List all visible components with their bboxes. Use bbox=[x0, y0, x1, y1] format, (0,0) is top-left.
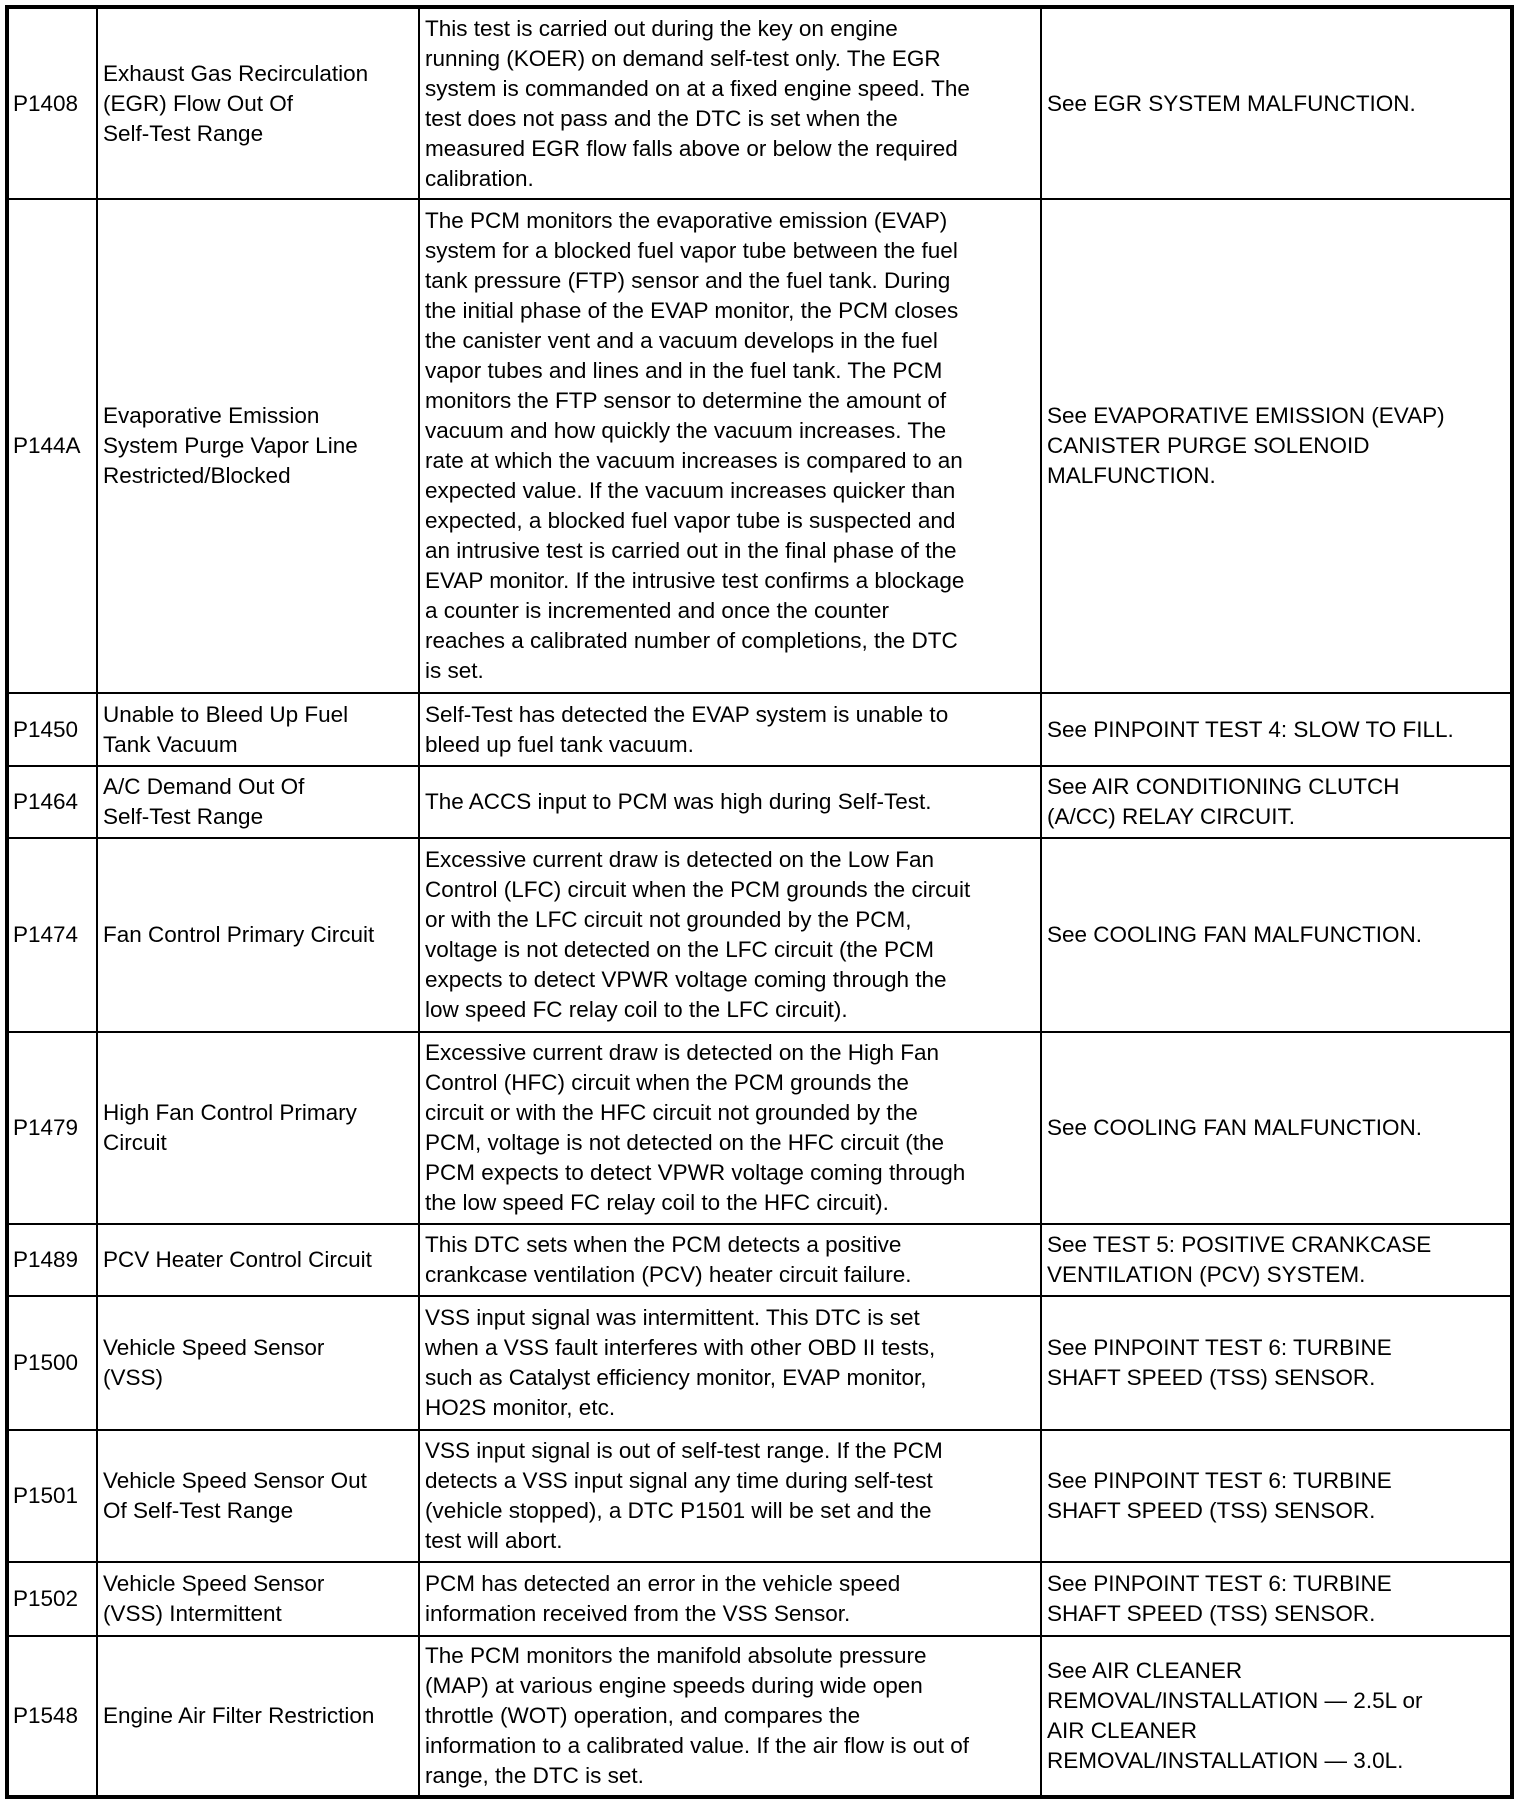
dtc-condition: The PCM monitors the evaporative emission (EVAP) system for a blocked fuel vapor tube between the fuel tank pressure (FTP) sensor and the fuel tank. During the initial phase of the EVAP monitor, the PCM closes the canister vent and a vacuum develops in the fuel vapor tubes and lines and in the fuel tank. The PCM monitors the FTP sensor to determine the amount of vacuum and how quickly the vacuum increases. The rate at which the vacuum increases is compared to an expected value. If the vacuum increases quicker than expected, a blocked fuel vapor tube is suspected and an intrusive test is carried out in the final phase of the EVAP monitor. If the intrusive test confirms a blockage a counter is incremented and once the counter reaches a calibrated number of completions, the DTC is set. bbox=[419, 199, 1041, 693]
dtc-condition: Self-Test has detected the EVAP system is unable to bleed up fuel tank vacuum. bbox=[419, 693, 1041, 766]
table-row bbox=[7, 7, 1512, 199]
dtc-action: See PINPOINT TEST 4: SLOW TO FILL. bbox=[1041, 693, 1512, 766]
dtc-code: P1479 bbox=[7, 1032, 97, 1224]
table-row bbox=[7, 1562, 1512, 1636]
dtc-action: See TEST 5: POSITIVE CRANKCASE VENTILATION (PCV) SYSTEM. bbox=[1041, 1224, 1512, 1296]
dtc-condition: Excessive current draw is detected on the Low Fan Control (LFC) circuit when the PCM grounds the circuit or with the LFC circuit not grounded by the PCM, voltage is not detected on the LFC circuit (the PCM expects to detect VPWR voltage coming through the low speed FC relay coil to the LFC circuit). bbox=[419, 838, 1041, 1032]
dtc-table-body bbox=[7, 7, 1512, 1797]
table-row bbox=[7, 199, 1512, 693]
dtc-description: Vehicle Speed Sensor (VSS) Intermittent bbox=[97, 1562, 419, 1636]
dtc-code: P1489 bbox=[7, 1224, 97, 1296]
dtc-description: High Fan Control Primary Circuit bbox=[97, 1032, 419, 1224]
dtc-action: See PINPOINT TEST 6: TURBINE SHAFT SPEED (TSS) SENSOR. bbox=[1041, 1430, 1512, 1562]
dtc-condition: VSS input signal is out of self-test range. If the PCM detects a VSS input signal any time during self-test (vehicle stopped), a DTC P1501 will be set and the test will abort. bbox=[419, 1430, 1041, 1562]
table-row bbox=[7, 1032, 1512, 1224]
dtc-action: See PINPOINT TEST 6: TURBINE SHAFT SPEED (TSS) SENSOR. bbox=[1041, 1296, 1512, 1430]
dtc-condition: Excessive current draw is detected on the High Fan Control (HFC) circuit when the PCM grounds the circuit or with the HFC circuit not grounded by the PCM, voltage is not detected on the HFC circuit (the PCM expects to detect VPWR voltage coming through the low speed FC relay coil to the HFC circuit). bbox=[419, 1032, 1041, 1224]
dtc-action: See EVAPORATIVE EMISSION (EVAP) CANISTER PURGE SOLENOID MALFUNCTION. bbox=[1041, 199, 1512, 693]
dtc-code: P1450 bbox=[7, 693, 97, 766]
table-row bbox=[7, 1430, 1512, 1562]
dtc-condition: PCM has detected an error in the vehicle speed information received from the VSS Sensor. bbox=[419, 1562, 1041, 1636]
table-row bbox=[7, 1636, 1512, 1797]
dtc-code: P1501 bbox=[7, 1430, 97, 1562]
dtc-code: P1408 bbox=[7, 7, 97, 199]
dtc-action: See AIR CLEANER REMOVAL/INSTALLATION — 2.5L or AIR CLEANER REMOVAL/INSTALLATION — 3.0L. bbox=[1041, 1636, 1512, 1797]
table-row bbox=[7, 766, 1512, 838]
dtc-description: Exhaust Gas Recirculation (EGR) Flow Out Of Self-Test Range bbox=[97, 7, 419, 199]
table-row bbox=[7, 1296, 1512, 1430]
dtc-description: Evaporative Emission System Purge Vapor Line Restricted/Blocked bbox=[97, 199, 419, 693]
dtc-condition: The ACCS input to PCM was high during Self-Test. bbox=[419, 766, 1041, 838]
table-row bbox=[7, 838, 1512, 1032]
dtc-code: P1502 bbox=[7, 1562, 97, 1636]
dtc-code: P1474 bbox=[7, 838, 97, 1032]
dtc-action: See COOLING FAN MALFUNCTION. bbox=[1041, 838, 1512, 1032]
dtc-code: P144A bbox=[7, 199, 97, 693]
dtc-description: PCV Heater Control Circuit bbox=[97, 1224, 419, 1296]
dtc-action: See AIR CONDITIONING CLUTCH (A/CC) RELAY CIRCUIT. bbox=[1041, 766, 1512, 838]
dtc-code: P1548 bbox=[7, 1636, 97, 1797]
dtc-action: See COOLING FAN MALFUNCTION. bbox=[1041, 1032, 1512, 1224]
dtc-code: P1500 bbox=[7, 1296, 97, 1430]
table-row bbox=[7, 693, 1512, 766]
dtc-code: P1464 bbox=[7, 766, 97, 838]
dtc-description: Fan Control Primary Circuit bbox=[97, 838, 419, 1032]
dtc-condition: This test is carried out during the key on engine running (KOER) on demand self-test only. The EGR system is commanded on at a fixed engine speed. The test does not pass and the DTC is set when the measured EGR flow falls above or below the required calibration. bbox=[419, 7, 1041, 199]
dtc-condition: The PCM monitors the manifold absolute pressure (MAP) at various engine speeds during wide open throttle (WOT) operation, and compares the information to a calibrated value. If the air flow is out of range, the DTC is set. bbox=[419, 1636, 1041, 1797]
dtc-condition: VSS input signal was intermittent. This DTC is set when a VSS fault interferes with other OBD II tests, such as Catalyst efficiency monitor, EVAP monitor, HO2S monitor, etc. bbox=[419, 1296, 1041, 1430]
dtc-table bbox=[5, 5, 1514, 1799]
dtc-description: Vehicle Speed Sensor (VSS) bbox=[97, 1296, 419, 1430]
dtc-description: Vehicle Speed Sensor Out Of Self-Test Range bbox=[97, 1430, 419, 1562]
dtc-action: See PINPOINT TEST 6: TURBINE SHAFT SPEED (TSS) SENSOR. bbox=[1041, 1562, 1512, 1636]
dtc-description: A/C Demand Out Of Self-Test Range bbox=[97, 766, 419, 838]
table-row bbox=[7, 1224, 1512, 1296]
dtc-condition: This DTC sets when the PCM detects a positive crankcase ventilation (PCV) heater circuit failure. bbox=[419, 1224, 1041, 1296]
dtc-description: Unable to Bleed Up Fuel Tank Vacuum bbox=[97, 693, 419, 766]
dtc-description: Engine Air Filter Restriction bbox=[97, 1636, 419, 1797]
dtc-action: See EGR SYSTEM MALFUNCTION. bbox=[1041, 7, 1512, 199]
